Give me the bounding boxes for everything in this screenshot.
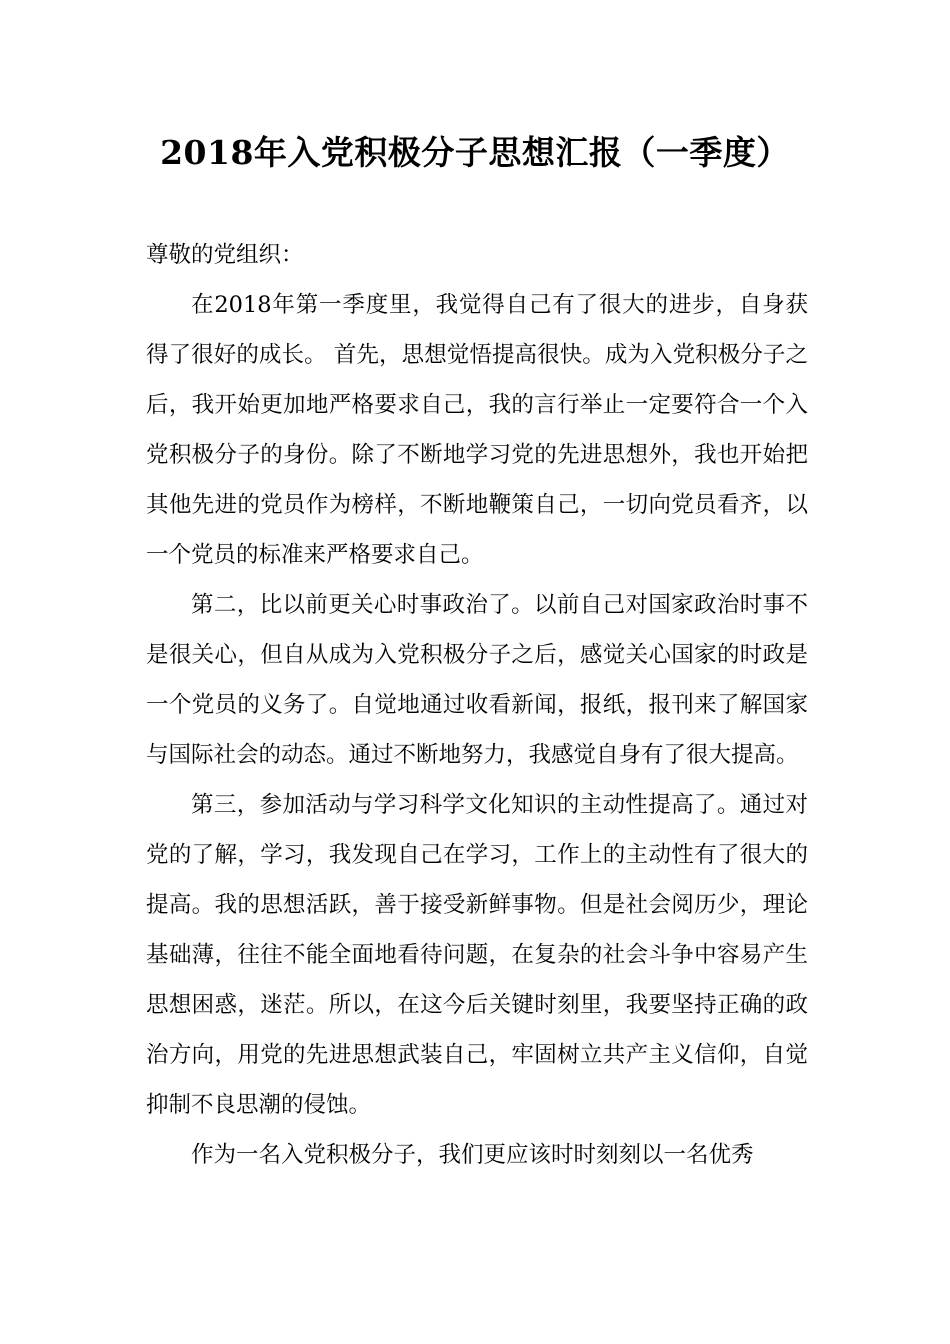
paragraph-2: 第二，比以前更关心时事政治了。以前自己对国家政治时事不是很关心，但自从成为入党积极分子之后，感觉关心国家的时政是一个党员的义务了。自觉地通过收看新闻，报纸，报刊来了解国家与国际社会的动态。通过不断地努力，我感觉自身有了很大提高。 xyxy=(146,592,808,768)
paragraph-4: 作为一名入党积极分子，我们更应该时时刻刻以一名优秀 xyxy=(191,1142,754,1168)
document-body xyxy=(146,230,808,1180)
paragraph-1: 在2018年第一季度里，我觉得自己有了很大的进步，自身获得了很好的成长。 首先，思想觉悟提高很快。成为入党积极分子之后，我开始更加地严格要求自己，我的言行举止一定要符合一个入党积极分子的身份。除了不断地学习党的先进思想外，我也开始把其他先进的党员作为榜样，不断地鞭策自己，一切向党员看齐，以一个党员的标准来严格要求自己。 xyxy=(146,292,808,568)
document-title: 2018年入党积极分子思想汇报（一季度） xyxy=(160,133,790,172)
paragraph-3: 第三，参加活动与学习科学文化知识的主动性提高了。通过对党的了解，学习，我发现自己在学习，工作上的主动性有了很大的提高。我的思想活跃，善于接受新鲜事物。但是社会阅历少，理论基础薄，往往不能全面地看待问题，在复杂的社会斗争中容易产生思想困惑，迷茫。所以，在这今后关键时刻里，我要坚持正确的政治方向，用党的先进思想武装自己，牢固树立共产主义信仰，自觉抑制不良思潮的侵蚀。 xyxy=(146,792,808,1118)
salutation: 尊敬的党组织： xyxy=(146,242,304,268)
